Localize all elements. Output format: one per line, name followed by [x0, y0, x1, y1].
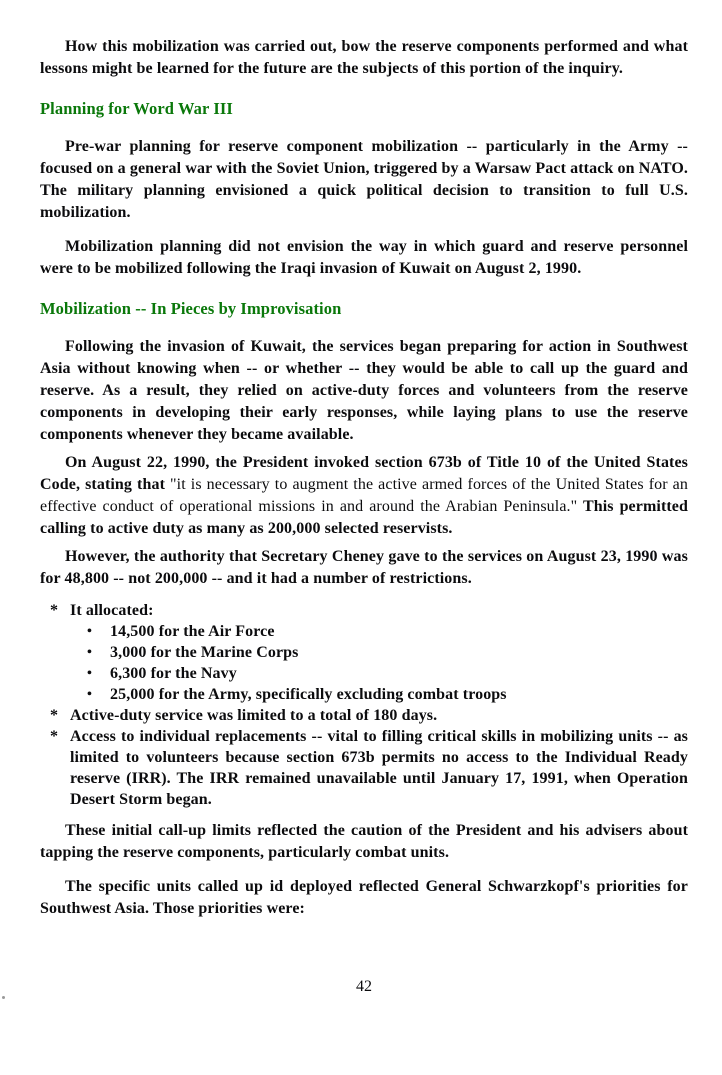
- restrictions-list: [40, 600, 688, 810]
- dot-bullet-marker: •: [87, 645, 93, 660]
- prewar-planning-paragraph: Pre-war planning for reserve component mobilization -- particularly in the Army -- focused on a general war with the Soviet Union, triggered by a Warsaw Pact attack on NATO. The military planning envisioned a quick political decision to transition to full U.S. mobilization.: [40, 138, 688, 221]
- sub-list-item-text: 6,300 for the Navy: [110, 665, 237, 682]
- august-22-bold-lead: On August 22, 1990, the President invoked section 673b of Title 10 of the United States Code, stating that: [40, 454, 688, 493]
- following-invasion-paragraph: Following the invasion of Kuwait, the services began preparing for action in Southwest Asia without knowing when -- or whether -- they would be able to call up the guard and reserve. As a result, they relied on active-duty forces and volunteers from the reserve components in developing their early responses, while laying plans to use the reserve components whenever they became available.: [40, 338, 688, 443]
- asterisk-bullet-marker: *: [50, 707, 59, 724]
- list-item-allocated: [40, 600, 688, 621]
- sub-list-item-army: [40, 684, 688, 705]
- sub-list-item-navy: [40, 663, 688, 684]
- asterisk-bullet-marker: *: [50, 602, 59, 619]
- sub-list-item-air-force: [40, 621, 688, 642]
- asterisk-bullet-marker: *: [50, 728, 59, 745]
- dot-bullet-marker: •: [87, 666, 93, 681]
- sub-list-item-text: 3,000 for the Marine Corps: [110, 644, 299, 661]
- dot-bullet-marker: •: [87, 687, 93, 702]
- august-22-bold-tail: This permitted calling to active duty as many as 200,000 selected reservists.: [40, 498, 688, 537]
- specific-units-paragraph: The specific units called up id deployed reflected General Schwarzkopf's priorities for Southwest Asia. Those priorities were:: [40, 878, 688, 917]
- sub-list-item-text: 25,000 for the Army, specifically excluding combat troops: [110, 686, 507, 703]
- list-item-active-duty: [40, 705, 688, 726]
- list-item-access-replacements: [40, 726, 688, 810]
- dot-bullet-marker: •: [87, 624, 93, 639]
- august-22-paragraph: [40, 452, 688, 540]
- however-restrictions-paragraph: However, the authority that Secretary Cheney gave to the services on August 23, 1990 was for 48,800 -- not 200,000 -- and it had a number of restrictions.: [40, 548, 688, 587]
- callup-limits-paragraph: These initial call-up limits reflected the caution of the President and his advisers about tapping the reserve components, particularly combat units.: [40, 822, 688, 861]
- scan-artifact-dot: [2, 996, 5, 999]
- list-item-text: Active-duty service was limited to a total of 180 days.: [70, 707, 438, 724]
- mobilization-planning-paragraph: Mobilization planning did not envision the way in which guard and reserve personnel were to be mobilized following the Iraqi invasion of Kuwait on August 2, 1990.: [40, 238, 688, 277]
- list-item-text: It allocated:: [70, 602, 154, 619]
- presidential-quote: "it is necessary to augment the active armed forces of the United States for an effective conduct of operational missions in and around the Arabian Peninsula.": [40, 476, 688, 515]
- sub-list-item-text: 14,500 for the Air Force: [110, 623, 275, 640]
- intro-paragraph: How this mobilization was carried out, bow the reserve components performed and what lessons might be learned for the future are the subjects of this portion of the inquiry.: [40, 38, 688, 77]
- list-item-text: Access to individual replacements -- vital to filling critical skills in mobilizing units -- as limited to volunteers because section 673b permits no access to the Individual Ready reserve (IRR). The IRR remained unavailable until January 17, 1991, when Operation Desert Storm began.: [70, 728, 688, 808]
- sub-list-item-marine-corps: [40, 642, 688, 663]
- section-heading-improvisation: Mobilization -- In Pieces by Improvisation: [40, 299, 342, 318]
- page-number: 42: [356, 978, 372, 995]
- section-heading-planning: Planning for Word War III: [40, 99, 233, 118]
